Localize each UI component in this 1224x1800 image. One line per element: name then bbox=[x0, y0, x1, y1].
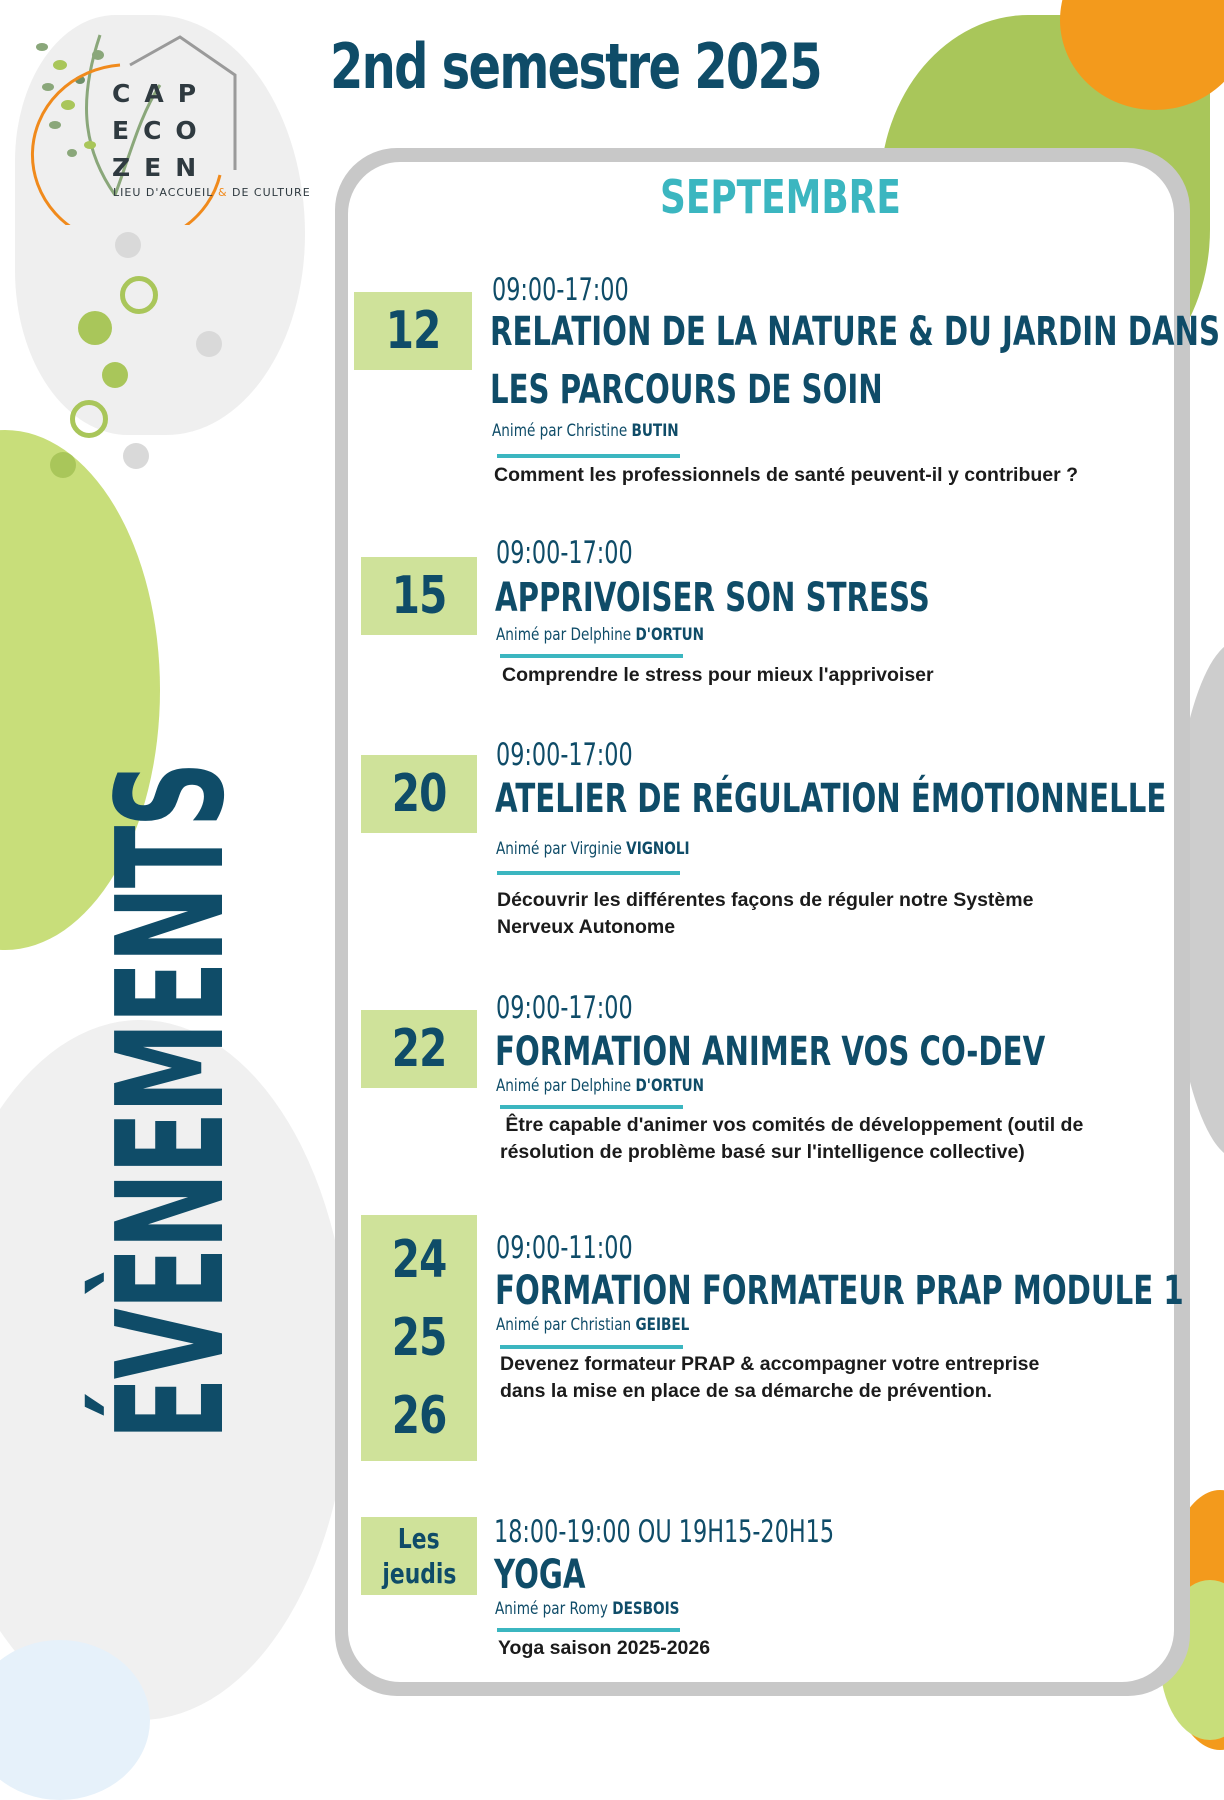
animator-prefix: Animé par Delphine bbox=[496, 625, 636, 645]
event-date: 20 bbox=[391, 764, 447, 824]
event-date: 22 bbox=[391, 1019, 447, 1079]
animator-prefix: Animé par Delphine bbox=[496, 1076, 636, 1096]
decorative-dot bbox=[50, 452, 76, 478]
event-date: 26 bbox=[391, 1386, 447, 1446]
event-description bbox=[494, 462, 1078, 489]
animator-name: GEIBEL bbox=[635, 1315, 690, 1335]
event-description-line: Comprendre le stress pour mieux l'apprivoiser bbox=[502, 664, 934, 686]
event-divider bbox=[500, 654, 683, 658]
event-title-line: APPRIVOISER SON STRESS bbox=[495, 575, 930, 621]
event-date-word: Les bbox=[398, 1522, 440, 1555]
event-date: 12 bbox=[385, 301, 441, 361]
logo bbox=[20, 25, 320, 225]
event-date-box bbox=[361, 1215, 477, 1461]
event-description bbox=[498, 1635, 710, 1662]
decorative-dot bbox=[115, 232, 141, 258]
logo-text-zen: ZEN bbox=[112, 153, 211, 182]
logo-subtitle-part2: DE CULTURE bbox=[227, 186, 311, 199]
animator-prefix: Animé par Christian bbox=[496, 1315, 636, 1335]
event-description-line: Comment les professionnels de santé peuvent-il y contribuer ? bbox=[494, 464, 1079, 486]
event-divider bbox=[500, 1345, 683, 1349]
event-divider bbox=[497, 871, 680, 875]
event-divider bbox=[497, 454, 680, 458]
event-title bbox=[495, 1023, 1045, 1081]
event-description-line: Yoga saison 2025-2026 bbox=[498, 1637, 711, 1659]
event-time: 09:00-17:00 bbox=[496, 737, 633, 773]
event-date-box bbox=[361, 755, 477, 833]
event-title bbox=[495, 569, 930, 627]
event-title bbox=[495, 1262, 1184, 1320]
event-description-line: Être capable d'animer vos comités de développement (outil de bbox=[500, 1114, 1084, 1136]
side-title-text: ÉVÈNEMENTS bbox=[85, 763, 257, 1440]
event-date-box bbox=[361, 557, 477, 635]
event-description-line: Devenez formateur PRAP & accompagner votre entreprise bbox=[500, 1353, 1040, 1375]
event-date-box bbox=[354, 292, 472, 370]
event-animator bbox=[496, 625, 704, 645]
event-date: 24 bbox=[391, 1230, 447, 1290]
event-description bbox=[500, 1112, 1083, 1166]
logo-text-eco: ECO bbox=[112, 116, 211, 145]
logo-subtitle-amp: & bbox=[217, 186, 228, 199]
event-title bbox=[494, 1546, 586, 1604]
event-description bbox=[497, 887, 1033, 941]
event-title-line: FORMATION FORMATEUR PRAP MODULE 1 bbox=[495, 1268, 1184, 1314]
event-title bbox=[495, 770, 1166, 828]
animator-prefix: Animé par Christine bbox=[492, 421, 632, 441]
event-date-box bbox=[361, 1517, 477, 1595]
event-date-box bbox=[361, 1010, 477, 1088]
event-description bbox=[502, 662, 934, 689]
logo-text-cap: CAP bbox=[112, 79, 211, 108]
event-description-line: résolution de problème basé sur l'intelligence collective) bbox=[500, 1141, 1025, 1163]
animator-prefix: Animé par Romy bbox=[495, 1599, 613, 1619]
event-description-line: dans la mise en place de sa démarche de prévention. bbox=[500, 1380, 993, 1402]
event-date-word: jeudis bbox=[382, 1557, 456, 1590]
animator-prefix: Animé par Virginie bbox=[496, 839, 627, 859]
event-title bbox=[490, 303, 1220, 419]
event-animator bbox=[495, 1599, 679, 1619]
event-title-line: FORMATION ANIMER VOS CO-DEV bbox=[495, 1029, 1046, 1075]
event-divider bbox=[497, 1628, 680, 1632]
decorative-dot bbox=[102, 362, 128, 388]
event-date: 25 bbox=[391, 1308, 447, 1368]
event-title-line: LES PARCOURS DE SOIN bbox=[490, 367, 883, 413]
page-title: 2nd semestre 2025 bbox=[330, 30, 821, 103]
animator-name: D'ORTUN bbox=[635, 625, 705, 645]
month-heading: SEPTEMBRE bbox=[660, 170, 901, 224]
event-divider bbox=[500, 1105, 683, 1109]
event-date: 15 bbox=[391, 566, 447, 626]
event-description bbox=[500, 1351, 1039, 1405]
animator-name: BUTIN bbox=[631, 421, 679, 441]
event-time: 18:00-19:00 OU 19H15-20H15 bbox=[494, 1514, 835, 1550]
event-time: 09:00-17:00 bbox=[492, 272, 629, 308]
event-title-line: ATELIER DE RÉGULATION ÉMOTIONNELLE bbox=[495, 776, 1167, 822]
decorative-ring bbox=[120, 276, 158, 314]
decorative-dot bbox=[78, 311, 112, 345]
event-description-line: Découvrir les différentes façons de réguler notre Système bbox=[497, 889, 1034, 911]
animator-name: VIGNOLI bbox=[626, 839, 690, 859]
event-time: 09:00-17:00 bbox=[496, 535, 633, 571]
logo-subtitle-part1: LIEU D'ACCUEIL bbox=[113, 186, 218, 199]
decorative-ring bbox=[70, 400, 108, 438]
event-animator bbox=[496, 839, 690, 859]
event-time: 09:00-11:00 bbox=[496, 1230, 633, 1266]
animator-name: DESBOIS bbox=[612, 1599, 680, 1619]
side-title bbox=[85, 510, 257, 1440]
event-animator bbox=[492, 421, 679, 441]
animator-name: D'ORTUN bbox=[635, 1076, 705, 1096]
event-time: 09:00-17:00 bbox=[496, 990, 633, 1026]
decorative-dot bbox=[123, 443, 149, 469]
decorative-dot bbox=[196, 331, 222, 357]
logo-subtitle bbox=[113, 186, 311, 199]
event-animator bbox=[496, 1315, 689, 1335]
event-description-line: Nerveux Autonome bbox=[497, 916, 676, 938]
event-title-line: YOGA bbox=[494, 1552, 586, 1598]
event-title-line: RELATION DE LA NATURE & DU JARDIN DANS bbox=[490, 309, 1220, 355]
event-animator bbox=[496, 1076, 704, 1096]
